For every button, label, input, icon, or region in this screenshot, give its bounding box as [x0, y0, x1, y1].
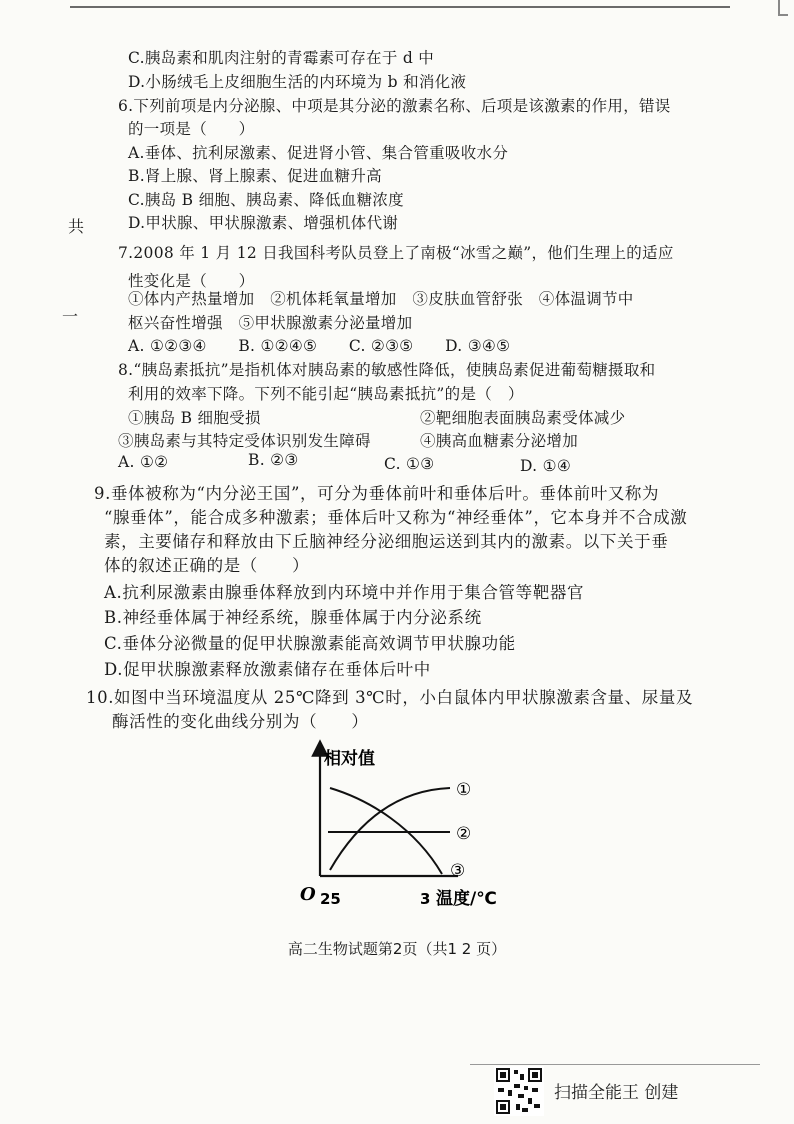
margin-mark-yi: 一	[62, 307, 79, 326]
series-label-1: ①	[456, 780, 472, 800]
y-axis-label: 相对值	[324, 749, 375, 769]
x-axis-label: 温度/℃	[436, 889, 497, 909]
q8-item-3: ③胰岛素与其特定受体识别发生障碍	[118, 432, 371, 450]
q7-stem-2: 性变化是（ ）	[128, 272, 255, 290]
q7-items-2: 枢兴奋性增强 ⑤甲状腺激素分泌量增加	[128, 314, 413, 332]
q6-option-b: B.肾上腺、肾上腺素、促进血糖升高	[128, 167, 382, 185]
page-corner-mark	[778, 0, 788, 16]
q9-stem-4: 体的叙述正确的是（ ）	[104, 556, 310, 575]
q9-stem-3: 素，主要储存和释放由下丘脑神经分泌细胞运送到其内的激素。以下关于垂	[104, 532, 669, 551]
q8-option-b: B. ②③	[248, 451, 299, 469]
scanner-watermark: 扫描全能王 创建	[554, 1083, 679, 1103]
series-label-2: ②	[456, 824, 472, 844]
q9-stem-1: 9.垂体被称为“内分泌王国”，可分为垂体前叶和垂体后叶。垂体前叶又称为	[94, 484, 660, 503]
x-tick-3: 3	[420, 890, 431, 908]
q9-option-d: D.促甲状腺激素释放激素储存在垂体后叶中	[104, 660, 431, 679]
series-label-3: ③	[450, 861, 466, 881]
q5-option-c: C.胰岛素和肌肉注射的青霉素可存在于 d 中	[128, 49, 435, 67]
q6-stem-2: 的一项是（ ）	[128, 120, 255, 138]
margin-mark-gong: 共	[68, 217, 85, 236]
qr-code-icon	[494, 1066, 544, 1116]
q7-options: A. ①②③④ B. ①②④⑤ C. ②③⑤ D. ③④⑤	[128, 337, 511, 355]
q9-option-b: B.神经垂体属于神经系统，腺垂体属于内分泌系统	[104, 608, 482, 627]
top-rule	[70, 6, 730, 8]
origin-label: O	[300, 884, 316, 905]
q8-stem-1: 8.“胰岛素抵抗”是指机体对胰岛素的敏感性降低，使胰岛素促进葡萄糖摄取和	[118, 361, 656, 379]
q7-items-1: ①体内产热量增加 ②机体耗氧量增加 ③皮肤血管舒张 ④体温调节中	[128, 290, 634, 308]
q8-item-4: ④胰高血糖素分泌增加	[420, 432, 579, 450]
bottom-rule	[470, 1064, 760, 1065]
x-tick-25: 25	[320, 890, 341, 908]
q6-option-a: A.垂体、抗利尿激素、促进肾小管、集合管重吸收水分	[128, 144, 509, 162]
q7-stem-1: 7.2008 年 1 月 12 日我国科考队员登上了南极“冰雪之巅”，他们生理上的适应	[118, 244, 674, 262]
q9-option-c: C.垂体分泌微量的促甲状腺激素能高效调节甲状腺功能	[104, 634, 516, 653]
q10-stem-2: 酶活性的变化曲线分别为（ ）	[112, 712, 369, 731]
q6-option-c: C.胰岛 B 细胞、胰岛素、降低血糖浓度	[128, 191, 404, 209]
q5-option-d: D.小肠绒毛上皮细胞生活的内环境为 b 和消化液	[128, 73, 467, 91]
q10-stem-1: 10.如图中当环境温度从 25℃降到 3℃时，小白鼠体内甲状腺激素含量、尿量及	[86, 688, 694, 707]
q9-stem-2: “腺垂体”，能合成多种激素；垂体后叶又称为“神经垂体”，它本身并不合成激	[104, 508, 688, 527]
page-footer: 高二生物试题第2页（共1 2 页）	[287, 940, 507, 958]
q8-option-c: C. ①③	[384, 455, 435, 473]
q8-stem-2: 利用的效率下降。下列不能引起“胰岛素抵抗”的是（ ）	[128, 385, 524, 403]
q8-item-2: ②靶细胞表面胰岛素受体减少	[420, 409, 626, 427]
q6-stem-1: 6.下列前项是内分泌腺、中项是其分泌的激素名称、后项是该激素的作用，错误	[118, 97, 671, 115]
q8-option-a: A. ①②	[118, 453, 169, 471]
q10-chart	[290, 736, 520, 916]
q6-option-d: D.甲状腺、甲状腺激素、增强机体代谢	[128, 214, 399, 232]
q8-item-1: ①胰岛 B 细胞受损	[128, 409, 261, 427]
q9-option-a: A.抗利尿激素由腺垂体释放到内环境中并作用于集合管等靶器官	[104, 583, 585, 602]
q8-option-d: D. ①④	[520, 457, 572, 475]
